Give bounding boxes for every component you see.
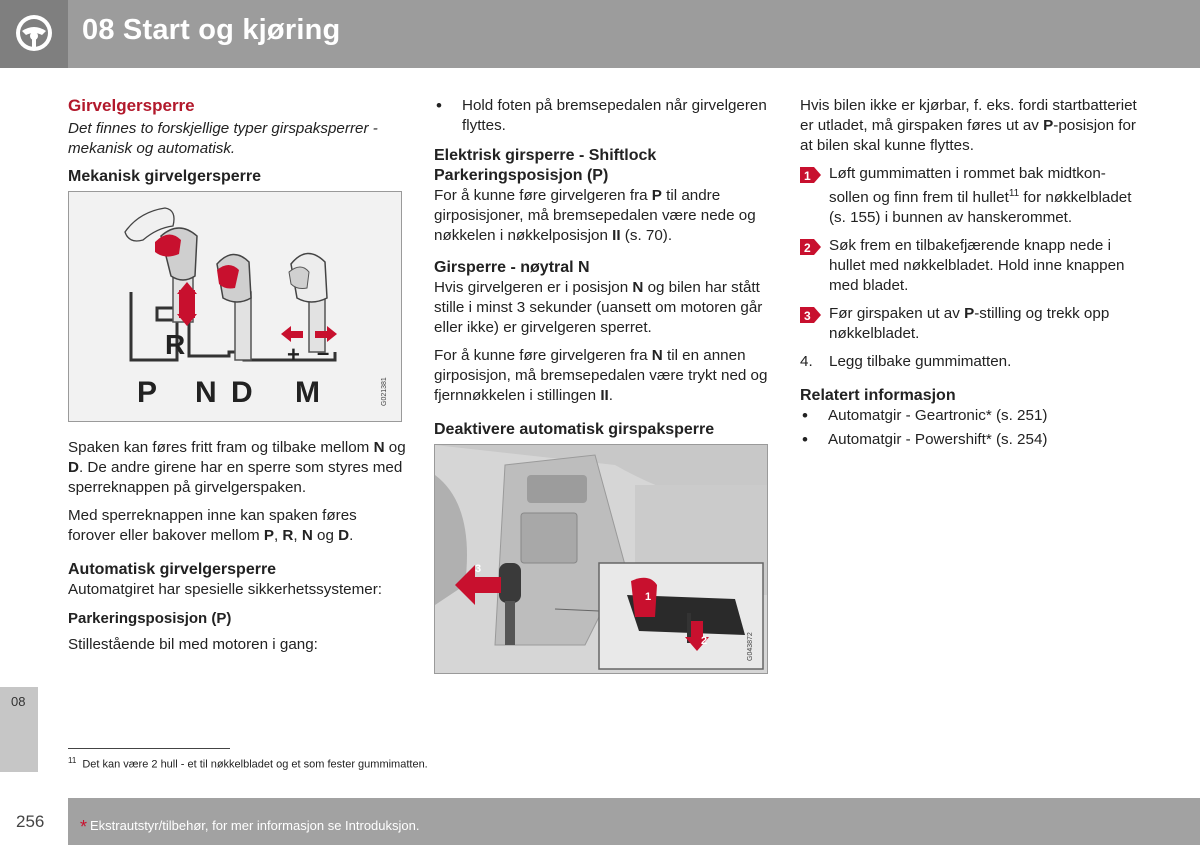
minus-label: – — [317, 340, 330, 365]
automatic-text: Automatgiret har spesielle sikkerhetssystemer: — [68, 581, 382, 598]
list-item: 3 Før girspaken ut av P-stilling og trekk opp nøkkelbladet. — [800, 304, 1140, 344]
gear-letter-n: N — [195, 376, 217, 409]
step-badge-1 — [800, 166, 820, 184]
page-number: 256 — [16, 812, 45, 831]
page-footer — [68, 798, 1200, 845]
list-item: • Hold foten på bremsepedalen når girvelgeren flyttes. — [434, 96, 769, 136]
gear-selector-figure — [68, 191, 402, 422]
chapter-header — [0, 0, 1200, 68]
gear-letter-d: D — [231, 376, 253, 409]
svg-text:3: 3 — [804, 309, 811, 324]
section-intro: Det finnes to forskjellige typer girspaksperrer - mekanisk og automatisk. — [68, 120, 378, 157]
badge-2: 2 — [701, 635, 708, 647]
paragraph-lock-button: Med sperreknappen inne kan spaken føres forover eller bakover mellom P, R, N og D. — [68, 507, 357, 544]
column-left — [68, 96, 408, 663]
list-item: 2 Søk frem en tilbakefjærende knapp nede i hullet med nøkkelbladet. Hold inne knappen med bladet. — [800, 236, 1140, 296]
steering-wheel-icon — [14, 13, 54, 53]
column-middle — [434, 96, 769, 674]
footer-note: * Ekstrautstyr/tilbehør, for mer informasjon se Introduksjon. — [80, 817, 420, 837]
step-badge-3 — [800, 306, 820, 324]
svg-text:2: 2 — [804, 241, 811, 256]
reverse-label: R — [165, 329, 186, 360]
footnote: $^{11}$ Det kan være 2 hull - et til nøkkelbladet og et som fester gummimatten. — [68, 756, 428, 771]
accessory-star-icon: * — [80, 817, 88, 837]
section-title: Girvelgersperre — [68, 96, 195, 115]
brake-bullet-list — [434, 96, 769, 136]
related-link-geartronic[interactable]: • Automatgir - Geartronic* (s. 251) — [800, 406, 1140, 426]
related-list — [800, 406, 1140, 450]
badge-1: 1 — [645, 591, 652, 603]
side-tab-label: 08 — [11, 694, 26, 709]
paragraph-shift-nd: Spaken kan føres fritt fram og tilbake mellom N og D. De andre girene har en sperre som styres med sperreknappen på girvelgerspaken. — [68, 439, 406, 496]
gear-letter-m: M — [295, 376, 320, 409]
related-link-powershift[interactable]: • Automatgir - Powershift* (s. 254) — [800, 430, 1140, 450]
gear-letter-p: P — [137, 376, 158, 409]
footnote-divider — [68, 748, 230, 749]
related-heading: Relatert informasjon — [800, 387, 956, 405]
list-item: 4. Legg tilbake gummimatten. — [800, 353, 1012, 371]
svg-text:1: 1 — [804, 169, 811, 183]
figure-code: G021381 — [381, 377, 388, 406]
chapter-side-tab — [0, 687, 38, 772]
neutral-heading: Girsperre - nøytral N — [434, 259, 590, 276]
chapter-title: 08 Start og kjøring — [82, 14, 341, 46]
release-steps — [800, 164, 1140, 372]
figure-code: G043872 — [747, 632, 754, 661]
neutral-text: Hvis girvelgeren er i posisjon N og bilen har stått stille i minst 3 sekunder (uansett om motoren går eller ikke) er girvelgeren sperret. — [434, 279, 763, 336]
list-item: 1 Løft gummimatten i rommet bak midtkonsollen og finn frem til hullet$^{11}$ for nøkkelbladet (s. 155) i bunnen av hanskerommet. — [800, 164, 1140, 228]
step-badge-2 — [800, 238, 820, 256]
parking-heading: Parkeringsposisjon (P) — [68, 610, 232, 627]
plus-label: + — [287, 342, 300, 367]
console-illustration — [435, 445, 768, 674]
mechanical-heading: Mekanisk girvelgersperre — [68, 168, 261, 185]
shiftlock-heading: Elektrisk girsperre - Shiftlock Parkeringsposisjon (P) — [434, 147, 657, 184]
gear-selector-diagram — [69, 192, 402, 422]
neutral-text-2: For å kunne føre girvelgeren fra N til en annen girposisjon, må bremsepedalen være trykt ned og fjernnøkkelen i stillingen II. — [434, 347, 768, 404]
step-number-4: 4. — [800, 353, 813, 371]
parking-text: Stillestående bil med motoren i gang: — [68, 636, 318, 653]
chapter-icon-box — [0, 0, 68, 68]
console-figure — [434, 444, 768, 674]
emergency-intro: Hvis bilen ikke er kjørbar, f. eks. fordi startbatteriet er utladet, må girspaken føres ut av P-posisjon for at bilen skal kunne flyttes. — [800, 97, 1137, 154]
shiftlock-text: For å kunne føre girvelgeren fra P til andre girposisjoner, må bremsepedalen være nede og nøkkelen i nøkkelposisjon II (s. 70). — [434, 187, 756, 244]
column-right — [800, 96, 1140, 454]
deactivate-heading: Deaktivere automatisk girspaksperre — [434, 421, 715, 438]
badge-3: 3 — [475, 563, 482, 575]
automatic-heading: Automatisk girvelgersperre — [68, 561, 277, 578]
